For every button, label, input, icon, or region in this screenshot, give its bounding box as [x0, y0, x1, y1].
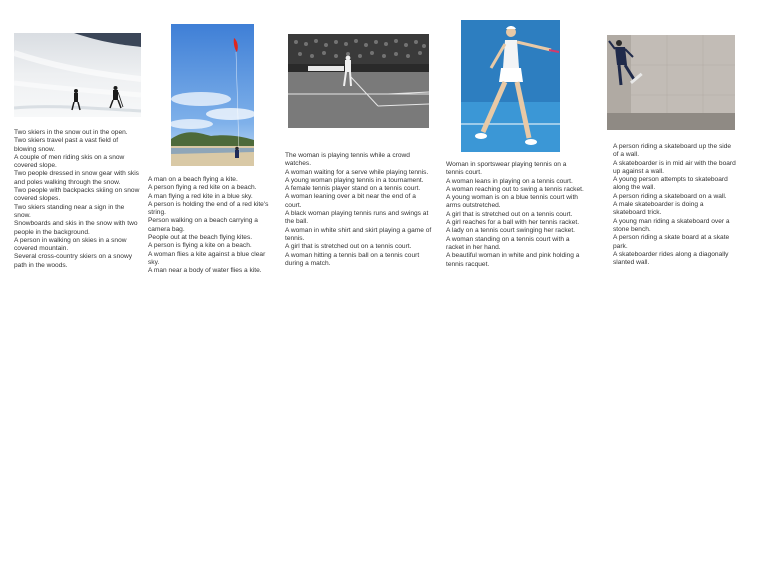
- caption: People out at the beach flying kites.: [148, 234, 253, 242]
- caption: Two skiers standing near a sign in the snow.: [14, 203, 125, 219]
- column-tennis-blue: [446, 20, 586, 269]
- caption: A young woman playing tennis in a tournament.: [285, 176, 424, 184]
- caption-list: [148, 176, 278, 276]
- photo-tennis-bw: [288, 34, 429, 128]
- caption: Two skiers in the snow out in the open.: [14, 129, 128, 136]
- caption: A woman leans in playing on a tennis court.: [446, 177, 573, 185]
- photo-tennis-blue: [461, 20, 560, 152]
- caption: A woman hitting a tennis ball on a tennis court during a match.: [285, 251, 420, 267]
- photo-skiers: [14, 33, 141, 117]
- caption: A woman standing on a tennis court with a racket in her hand.: [446, 235, 570, 251]
- caption: Two skiers travel past a vast field of blowing snow.: [14, 137, 119, 153]
- caption: A girl reaches for a ball with her tennis racket.: [446, 219, 580, 227]
- caption: A girl that is stretched out on a tennis court.: [446, 210, 573, 218]
- caption: A man flying a red kite in a blue sky.: [148, 192, 253, 200]
- column-kite-beach: [148, 24, 278, 276]
- caption-list: [446, 161, 584, 269]
- caption-list: [285, 152, 433, 268]
- caption: Two people with backpacks skiing on snow covered slopes.: [14, 187, 140, 203]
- caption: A person riding a skate board at a skate park.: [613, 234, 730, 250]
- caption: A young person attempts to skateboard along the wall.: [613, 176, 728, 192]
- photo-skateboard: [607, 35, 735, 130]
- caption: A woman reaching out to swing a tennis racket.: [446, 185, 584, 193]
- caption: A person riding a skateboard on a wall.: [613, 192, 727, 200]
- caption: A young man riding a skateboard over a stone bench.: [613, 217, 730, 233]
- caption: A girl that is stretched out on a tennis court.: [285, 243, 412, 251]
- photo-kite-beach: [171, 24, 254, 166]
- caption: Snowboards and skis in the snow with two people in the background.: [14, 220, 138, 236]
- caption-list: [613, 143, 737, 267]
- caption: A person is holding the end of a red kite's string.: [148, 200, 269, 217]
- caption: A woman flies a kite against a blue clear sky.: [148, 250, 266, 266]
- caption: A skateboarder rides along a diagonally slanted wall.: [613, 250, 729, 267]
- column-skiers: [14, 33, 142, 270]
- column-tennis-bw: [285, 34, 435, 268]
- caption: A young woman is on a blue tennis court with arms outstretched.: [446, 194, 578, 210]
- caption: A person riding a skateboard up the side of a wall.: [613, 143, 732, 159]
- caption: Woman in sportswear playing tennis on a tennis court.: [446, 161, 567, 177]
- caption: A male skateboarder is doing a skateboard trick.: [613, 201, 704, 217]
- caption: Two people dressed in snow gear with skis and poles walking through the snow.: [14, 170, 139, 186]
- caption: A skateboarder is in mid air with the board up against a wall.: [613, 159, 736, 175]
- caption: A woman in white shirt and skirt playing a game of tennis.: [285, 226, 432, 242]
- caption-list: [14, 129, 142, 270]
- caption: A couple of men riding skis on a snow covered slope.: [14, 153, 125, 170]
- column-skateboard: [607, 35, 737, 267]
- caption: A person in walking on skies in a snow covered mountain.: [14, 236, 127, 253]
- caption: A person flying a red kite on a beach.: [148, 184, 257, 192]
- caption: A lady on a tennis court swinging her racket.: [446, 227, 576, 235]
- caption: A man on a beach flying a kite.: [148, 176, 238, 183]
- caption: Several cross-country skiers on a snowy path in the woods.: [14, 253, 132, 269]
- caption: A female tennis player stand on a tennis court.: [285, 185, 421, 193]
- caption: Person walking on a beach carrying a camera bag.: [148, 217, 258, 233]
- caption: A woman leaning over a bit near the end of a court.: [285, 193, 416, 209]
- caption: A person is flying a kite on a beach.: [148, 242, 252, 250]
- caption: The woman is playing tennis while a crowd watches.: [285, 152, 410, 168]
- caption: A woman waiting for a serve while playing tennis.: [285, 168, 429, 176]
- caption: A black woman playing tennis runs and swings at the ball.: [285, 210, 429, 226]
- caption: A man near a body of water flies a kite.: [148, 267, 262, 275]
- caption: A beautiful woman in white and pink holding a tennis racquet.: [446, 252, 580, 268]
